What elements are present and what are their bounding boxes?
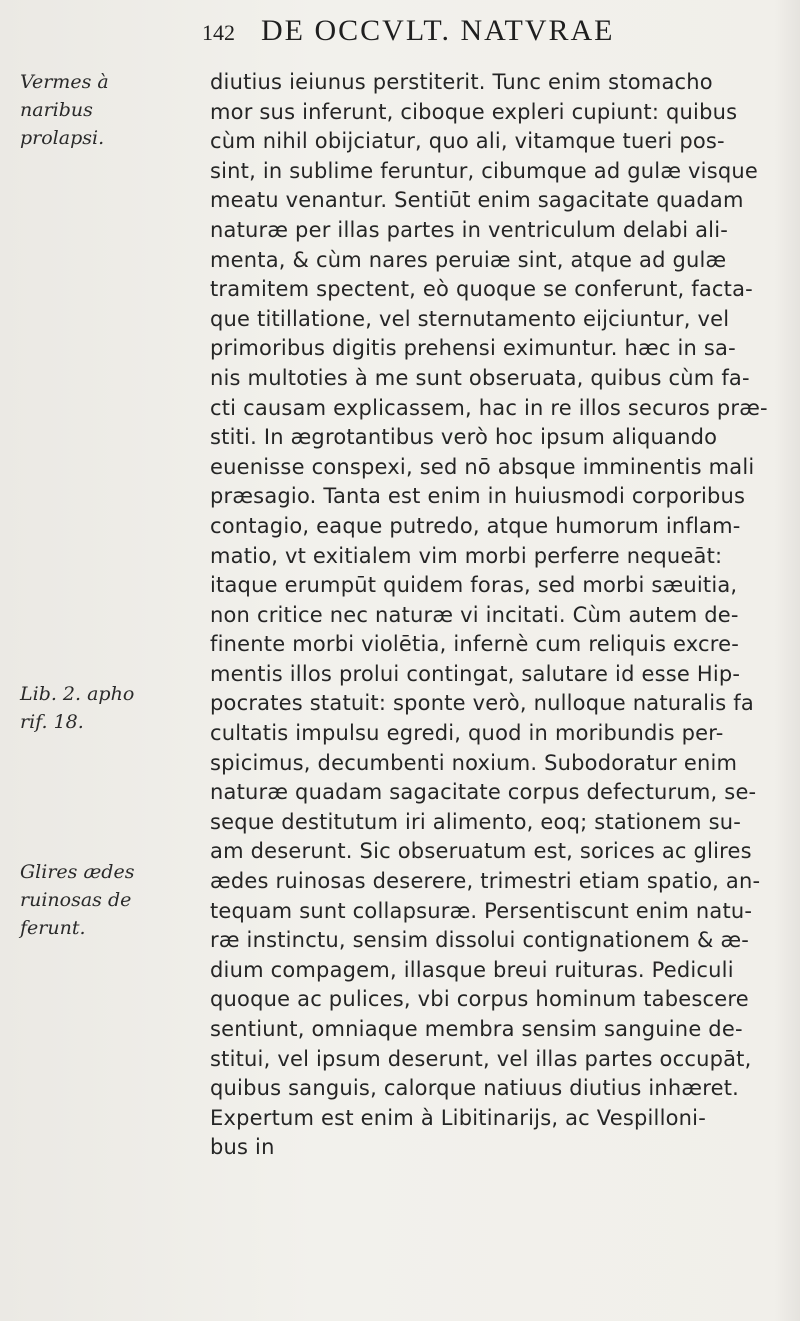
text-line: præsagio. Tanta est enim in huiusmodi corporibus xyxy=(210,484,746,509)
text-line: quibus sanguis, calorque natiuus diutius inhæret. xyxy=(210,1076,740,1101)
text-line: non critice nec naturæ vi incitati. Cùm autem de- xyxy=(210,602,739,627)
page-number: 142 xyxy=(202,20,235,45)
running-title: DE OCCVLT. NATVRAE xyxy=(261,14,615,47)
text-line: matio, vt exitialem vim morbi perferre nequeāt: xyxy=(210,543,723,568)
text-line: mor sus inferunt, ciboque expleri cupiunt: quibus xyxy=(210,99,738,124)
marginal-note-glires xyxy=(20,858,190,942)
text-line: cti causam explicassem, hac in re illos securos præ- xyxy=(210,395,768,420)
text-line: itaque erumpūt quidem foras, sed morbi sæuitia, xyxy=(210,573,738,598)
text-line: sint, in sublime feruntur, cibumque ad gulæ visque xyxy=(210,158,759,183)
text-line: meatu venantur. Sentiūt enim sagacitate quadam xyxy=(210,188,744,213)
text-line: que titillatione, vel sternutamento eijciuntur, vel xyxy=(210,306,730,331)
page-edge-shadow xyxy=(774,0,800,1321)
marginal-note-line: Lib. 2. apho xyxy=(20,683,135,705)
text-line: pocrates statuit: sponte verò, nulloque naturalis fa xyxy=(210,691,754,716)
text-line: Expertum est enim à Libitinarijs, ac Vespilloni- xyxy=(210,1105,706,1130)
text-line: spicimus, decumbenti noxium. Subodoratur enim xyxy=(210,750,738,775)
marginal-note-line: ruinosas de xyxy=(20,889,132,911)
marginal-note-line: ferunt. xyxy=(20,917,86,939)
text-line: dium compagem, illasque breui ruituras. Pediculi xyxy=(210,957,734,982)
text-line: stiti. In ægrotantibus verò hoc ipsum aliquando xyxy=(210,425,718,450)
text-line: menta, & cùm nares peruiæ sint, atque ad gulæ xyxy=(210,247,727,272)
running-header xyxy=(202,14,722,48)
marginal-note-line: Vermes à xyxy=(20,71,109,93)
text-line: mentis illos prolui contingat, salutare id esse Hip- xyxy=(210,661,741,686)
text-line: quoque ac pulices, vbi corpus hominum tabescere xyxy=(210,987,749,1012)
marginal-note-line: naribus xyxy=(20,99,93,121)
text-line: naturæ per illas partes in ventriculum delabi ali- xyxy=(210,217,729,242)
text-line: cultatis impulsu egredi, quod in moribundis per- xyxy=(210,721,724,746)
text-line: tequam sunt collapsuræ. Persentiscunt enim natu- xyxy=(210,898,753,923)
text-line: ædes ruinosas deserere, trimestri etiam spatio, an- xyxy=(210,869,761,894)
text-line: stitui, vel ipsum deserunt, vel illas partes occupāt, xyxy=(210,1046,752,1071)
text-line: bus in xyxy=(210,1135,275,1160)
text-line: nis multoties à me sunt obseruata, quibus cùm fa- xyxy=(210,365,750,390)
text-line: finente morbi violētia, infernè cum reliquis excre- xyxy=(210,632,740,657)
text-line: naturæ quadam sagacitate corpus defecturum, se- xyxy=(210,780,757,805)
marginal-note-hippocrates-reference xyxy=(20,680,190,736)
text-line: am deserunt. Sic obseruatum est, sorices ac glires xyxy=(210,839,752,864)
marginal-note-vermes xyxy=(20,68,190,152)
marginal-note-line: Glires ædes xyxy=(20,861,135,883)
body-text xyxy=(210,68,770,1163)
text-line: seque destitutum iri alimento, eoq; stationem su- xyxy=(210,809,742,834)
text-line: ræ instinctu, sensim dissolui contignationem & æ- xyxy=(210,928,750,953)
text-line: sentiunt, omniaque membra sensim sanguine de- xyxy=(210,1017,743,1041)
text-line: cùm nihil obijciatur, quo ali, vitamque tueri pos- xyxy=(210,129,725,154)
text-line: primoribus digitis prehensi eximuntur. hæc in sa- xyxy=(210,336,736,361)
marginal-note-line: prolapsi. xyxy=(20,127,105,149)
text-line: diutius ieiunus perstiterit. Tunc enim stomacho xyxy=(210,70,713,94)
text-line: euenisse conspexi, sed nō absque imminentis mali xyxy=(210,454,755,479)
marginal-note-line: rif. 18. xyxy=(20,711,84,733)
text-line: contagio, eaque putredo, atque humorum inflam- xyxy=(210,513,741,538)
text-line: tramitem spectent, eò quoque se conferunt, facta- xyxy=(210,277,753,302)
